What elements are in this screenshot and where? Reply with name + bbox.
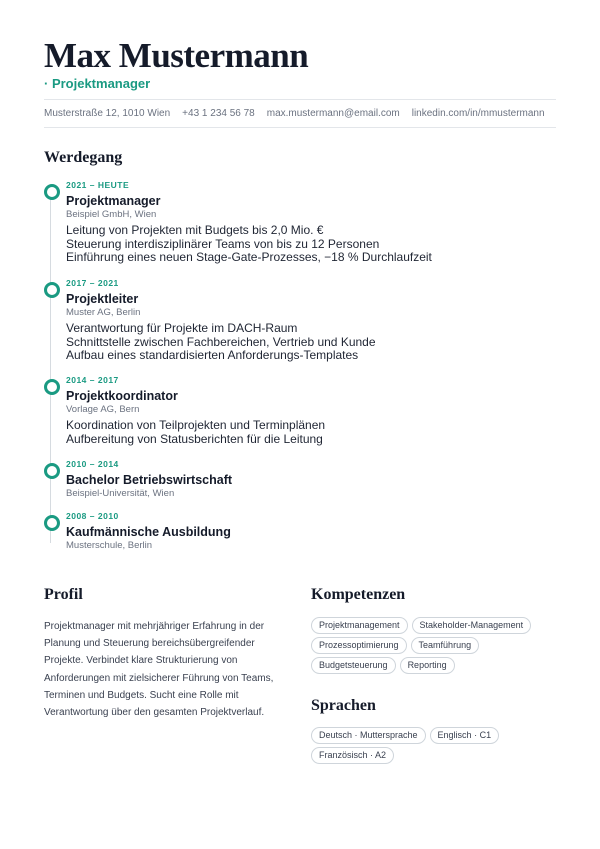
entry-title: Projektkoordinator (66, 389, 178, 403)
header-divider-top (44, 99, 556, 100)
contact-phone: +43 1 234 56 78 (182, 108, 255, 119)
entry-org: Vorlage AG, Bern (66, 404, 140, 415)
entry-bullet: Leitung von Projekten mit Budgets bis 2,0 Mio. € (66, 223, 324, 237)
contact-linkedin: linkedin.com/in/mmustermann (411, 108, 545, 119)
entry-bullet: Einführung eines neuen Stage-Gate-Prozesses, −18 % Durchlaufzeit (66, 250, 432, 265)
entry-bullet: Schnittstelle zwischen Fachbereichen, Vertrieb und Kunde (66, 334, 376, 349)
entry-bullet: Verantwortung für Projekte im DACH-Raum (66, 321, 298, 335)
header-divider-bottom (44, 127, 556, 128)
entry-bullets (66, 322, 376, 363)
entry-bullets (66, 224, 432, 265)
skill-tag: Stakeholder-Management (412, 617, 532, 634)
entry-bullet: Koordination von Teilprojekten und Terminplänen (66, 418, 326, 432)
timeline-entry (66, 180, 432, 265)
contact-email: max.mustermann@email.com (266, 108, 400, 119)
entry-title: Kaufmännische Ausbildung (66, 525, 231, 539)
entry-org: Beispiel GmbH, Wien (66, 209, 157, 220)
profil-text: Projektmanager mit mehrjähriger Erfahrung in der Planung und Steuerung bereichsübergreifender Projekte. Verbindet klare Strukturierung von Anforderungen mit zielsicherer Führung von Teams, Terminen und Budgets. Sucht eine Rolle mit Verantwortung über den gesamten Projektverlauf. (44, 621, 274, 719)
skill-tag: Prozessoptimierung (311, 637, 407, 654)
skill-tag: Teamführung (411, 637, 480, 654)
language-tag: Englisch · C1 (430, 727, 500, 744)
timeline-dot (44, 282, 60, 298)
timeline-entry (66, 278, 376, 363)
kompetenzen-title: Kompetenzen (311, 586, 406, 603)
entry-org: Beispiel-Universität, Wien (66, 488, 175, 499)
timeline-entry (66, 459, 232, 500)
entry-date: 2021 – HEUTE (66, 180, 130, 190)
sprachen-title: Sprachen (311, 697, 376, 714)
skill-tag: Reporting (400, 657, 455, 674)
entry-title: Projektmanager (66, 194, 161, 208)
entry-org: Muster AG, Berlin (66, 307, 141, 318)
language-tag: Deutsch · Muttersprache (311, 727, 426, 744)
werdegang-title: Werdegang (44, 149, 123, 166)
timeline-entry (66, 375, 325, 446)
entry-title: Projektleiter (66, 292, 139, 306)
entry-bullets (66, 419, 325, 446)
entry-date: 2008 – 2010 (66, 511, 119, 521)
contact-address: Musterstraße 12, 1010 Wien (44, 108, 171, 119)
timeline-dot (44, 515, 60, 531)
timeline-dot (44, 379, 60, 395)
person-role: · Projektmanager (44, 76, 151, 91)
skill-tag: Budgetsteuerung (311, 657, 396, 674)
entry-date: 2017 – 2021 (66, 278, 119, 288)
profil-title: Profil (44, 586, 83, 603)
entry-bullet: Steuerung interdisziplinärer Teams von bis zu 12 Personen (66, 236, 380, 251)
entry-date: 2014 – 2017 (66, 375, 119, 385)
timeline-dot (44, 463, 60, 479)
timeline-dot (44, 184, 60, 200)
entry-bullet: Aufbereitung von Statusberichten für die Leitung (66, 431, 323, 446)
sprachen-tags (311, 727, 561, 764)
entry-org: Musterschule, Berlin (66, 540, 153, 551)
language-tag: Französisch · A2 (311, 747, 394, 764)
entry-date: 2010 – 2014 (66, 459, 119, 469)
kompetenzen-tags (311, 617, 561, 674)
timeline-line (50, 188, 51, 543)
entry-bullet: Aufbau eines standardisierten Anforderungs-Templates (66, 348, 359, 363)
person-name: Max Mustermann (44, 36, 309, 75)
entry-title: Bachelor Betriebswirtschaft (66, 473, 233, 487)
skill-tag: Projektmanagement (311, 617, 408, 634)
contact-bar (44, 107, 545, 121)
timeline-entry (66, 511, 231, 552)
